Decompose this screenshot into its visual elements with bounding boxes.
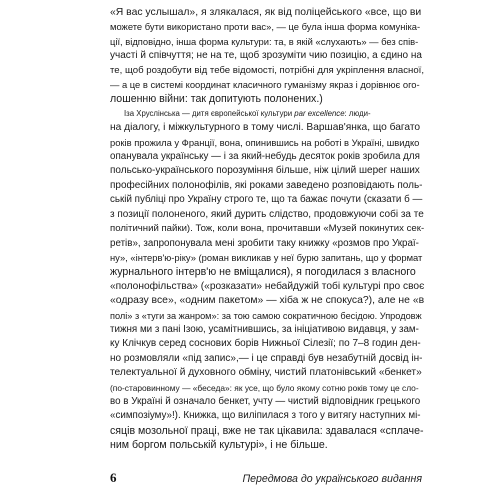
text-line: ним боргом польській культурі», і не більше.	[110, 439, 328, 452]
text-line: польсько-українського порозуміння більше, ніж цілий шерег наших	[110, 165, 420, 177]
paragraph	[110, 6, 424, 107]
text-line: з позиції полоненого, який дурить слідство, продовжуючи собі за те	[110, 208, 424, 220]
paragraph	[110, 107, 424, 453]
text-line: опанувала українську — і за який-небудь десяток років зробила для	[110, 151, 420, 163]
text-line: «симпозіуму»!). Книжка, що виліпилася з того у витягу наступних мі-	[110, 410, 421, 422]
text-line: Іза Хруслінська — дитя європейської культури par excellence: люди-	[124, 108, 371, 118]
text-line: тижня ми з пані Ізою, усамітнившись, за ініціативою видавця, у зам-	[110, 323, 419, 335]
text-line: політичний пайки). Тож, коли вона, прочитавши «Музей покинутих сек-	[110, 223, 425, 235]
text-line: во в Україні й означало бенкет, учту — чистий відповідник грецького	[110, 395, 421, 407]
text-line: — а це в системі координат класичного гуманізму якраз і дорівнює ого-	[110, 79, 420, 91]
text-line: лошенню війни: так допитують полонених.)	[110, 93, 323, 106]
text-line: но розмовляли «під запис»,— і це справді був незабутній досвід ін-	[110, 352, 423, 364]
text-line: участі й співчуття; не на те, щоб зрозуміти чию позицію, а єдино на	[110, 50, 422, 62]
text-line: років прожила у Франції, вона, опинившись на роботі в Україні, швидко	[110, 136, 420, 148]
text-line: телектуальної й духовного обміну, чистий платонівський «бенкет»	[110, 367, 422, 379]
text-line: ції, відповідно, інша форма культури: та, в якій «слухають» — без спів-	[110, 35, 419, 47]
text-line: ну», «інтерв'ю-ріку» (роман викликав у неї бурю запитань, що у формат	[110, 251, 423, 263]
page-footer	[110, 470, 422, 486]
page-number: 6	[110, 470, 117, 485]
text-line: ку Клічкув серед соснових борів Нижньої Сілезії; по 7–8 годин ден-	[110, 338, 421, 350]
text-line: те, щоб роздобути від тебе відомості, потрібні для укріплення власної,	[110, 64, 425, 76]
text-line: «полонофільства» («розказати» небайдужій тобі культурі про своє	[110, 280, 425, 292]
text-line: професійних полонофілів, які роками заведено розповідають поль-	[110, 179, 423, 191]
text-line: «Я вас услышал», я злякалася, як від поліцейського «все, що ви	[110, 7, 422, 18]
running-head: Передмова до українського видання	[242, 473, 422, 485]
text-line: ській публіці про Україну строго те, що та бажає почути (сказати б —	[110, 194, 423, 206]
text-line: журнального інтерв'ю не вміщалися), я погодилася з власного	[110, 266, 416, 279]
text-line: сяців мозольної праці, вже не так цікавила: здавалася «сплаче-	[110, 424, 424, 437]
text-line: (по-старовинному — «беседа»: як усе, що було якому сотню років тому це сло-	[110, 382, 419, 393]
text-line: «одразу все», «одним пакетом» — хіба ж не спокуса?), але не «в	[110, 295, 425, 307]
text-line: можете бути використано проти вас», — це була інша форма комуніка-	[110, 21, 421, 33]
text-line: полі» з «туги за жанром»: за тою самою сократичною бесідою. Упродовж	[110, 310, 422, 321]
text-line: ретів», запропонувала мені зробити таку книжку «розмов про Украї-	[110, 237, 419, 249]
body-text	[110, 6, 424, 453]
text-line: на діалогу, і міжкультурного в тому числі. Варшав'янка, що багато	[110, 122, 421, 134]
